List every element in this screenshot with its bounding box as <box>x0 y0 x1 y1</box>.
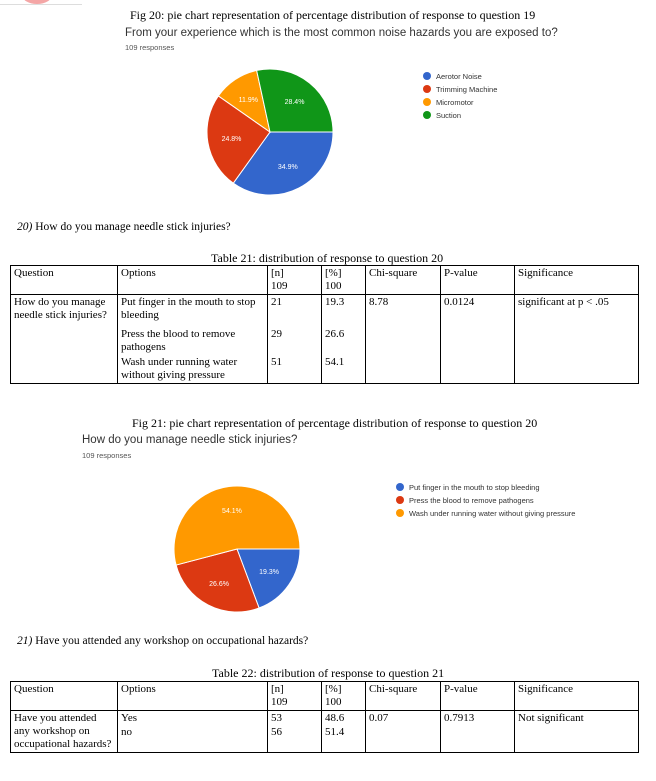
table21-data-row <box>11 295 639 384</box>
pie21-slice-label-3: 54.1% <box>222 507 242 515</box>
table21-header-row <box>11 266 639 295</box>
table21-header-pct-label: [%] <box>325 267 342 279</box>
legend20-swatch-4 <box>423 111 431 119</box>
legend21-swatch-3 <box>396 509 404 517</box>
fig21-question: How do you manage needle stick injuries? <box>82 434 298 446</box>
table21-option-2: Press the blood to remove pathogens <box>121 328 236 353</box>
pie21-slice-label-2: 26.6% <box>209 581 229 589</box>
table22-header-pct <box>322 682 366 711</box>
table21-p: 0.0124 <box>441 295 515 384</box>
table21-n-3: 51 <box>271 356 282 368</box>
table21-n-1: 21 <box>271 296 282 308</box>
table22-pct-1: 48.6 <box>325 712 345 724</box>
table22 <box>10 681 639 753</box>
table22-pct <box>322 711 366 753</box>
fig20-question: From your experience which is the most common noise hazards you are exposed to? <box>125 27 558 39</box>
pie20-slice-label-3: 11.9% <box>238 96 259 104</box>
table21-chi: 8.78 <box>366 295 441 384</box>
table22-question: Have you attended any workshop on occupational hazards? <box>11 711 118 753</box>
legend20-item-3 <box>423 98 497 108</box>
legend20-label-4: Suction <box>436 111 462 120</box>
legend21-label-2: Press the blood to remove pathogens <box>409 496 534 505</box>
fig21-responses: 109 responses <box>82 451 132 460</box>
question20-heading <box>17 221 231 233</box>
table22-header-n <box>268 682 322 711</box>
table21-header-n-label: [n] <box>271 267 284 279</box>
pie20-slice-label-4: 28.4% <box>284 99 305 107</box>
legend20-label-2: Trimming Machine <box>436 85 498 94</box>
table21 <box>10 265 639 384</box>
legend21-item-2 <box>396 496 576 506</box>
table21-options <box>118 295 268 384</box>
question21-number: 21) <box>17 635 33 647</box>
table22-n <box>268 711 322 753</box>
legend20-swatch-2 <box>423 85 431 93</box>
table21-header-chi: Chi-square <box>366 266 441 295</box>
table21-header-n-total: 109 <box>271 280 288 292</box>
legend21-swatch-2 <box>396 496 404 504</box>
legend20-item-1 <box>423 72 497 82</box>
table22-header-pct-label: [%] <box>325 683 342 695</box>
table22-header-n-label: [n] <box>271 683 284 695</box>
table22-chi: 0.07 <box>366 711 441 753</box>
question21-heading <box>17 635 308 647</box>
table22-options <box>118 711 268 753</box>
table22-data-row <box>11 711 639 753</box>
table21-header-n <box>268 266 322 295</box>
table22-header-chi: Chi-square <box>366 682 441 711</box>
table21-caption: Table 21: distribution of response to question 20 <box>211 251 444 265</box>
table21-header-options: Options <box>118 266 268 295</box>
table21-option-3: Wash under running water without giving pressure <box>121 356 238 381</box>
table21-pct-3: 54.1 <box>325 356 345 368</box>
table22-p: 0.7913 <box>441 711 515 753</box>
legend20-item-4 <box>423 111 497 121</box>
legend20-label-3: Micromotor <box>436 98 474 107</box>
table21-option-1: Put finger in the mouth to stop bleeding <box>121 296 256 321</box>
legend20-item-2 <box>423 85 497 95</box>
legend21-label-1: Put finger in the mouth to stop bleeding <box>409 483 540 492</box>
fig20-pie-chart <box>200 62 340 202</box>
pie20-slice-label-1: 34.9% <box>277 164 298 172</box>
fig21-legend <box>396 483 576 522</box>
legend20-swatch-3 <box>423 98 431 106</box>
legend21-item-3 <box>396 509 576 519</box>
table21-n-2: 29 <box>271 328 282 340</box>
table22-header-options: Options <box>118 682 268 711</box>
table21-header-sig: Significance <box>515 266 639 295</box>
question21-text: Have you attended any workshop on occupational hazards? <box>35 635 309 647</box>
table21-n <box>268 295 322 384</box>
legend20-label-1: Aerotor Noise <box>436 72 482 81</box>
legend21-label-3: Wash under running water without giving pressure <box>409 509 576 518</box>
table22-n-2: 56 <box>271 726 282 738</box>
table21-header-question: Question <box>11 266 118 295</box>
question20-text: How do you manage needle stick injuries? <box>35 221 231 233</box>
pie21-slice-label-1: 19.3% <box>259 568 280 576</box>
table21-header-pct-total: 100 <box>325 280 342 292</box>
table22-header-sig: Significance <box>515 682 639 711</box>
pie20-slice-label-2: 24.8% <box>221 136 242 144</box>
fig21-caption: Fig 21: pie chart representation of percentage distribution of response to question 20 <box>132 416 538 430</box>
fig20-responses: 109 responses <box>125 43 175 52</box>
table22-option-2: no <box>121 726 132 738</box>
table22-option-1: Yes <box>121 712 138 724</box>
fig21-pie-chart <box>167 479 307 619</box>
table21-question: How do you manage needle stick injuries? <box>11 295 118 384</box>
table22-caption: Table 22: distribution of response to question 21 <box>212 666 445 680</box>
table21-sig: significant at p < .05 <box>515 295 639 384</box>
question20-number: 20) <box>17 221 33 233</box>
table21-header-p: P-value <box>441 266 515 295</box>
table21-pct-1: 19.3 <box>325 296 345 308</box>
table22-n-1: 53 <box>271 712 282 724</box>
legend21-swatch-1 <box>396 483 404 491</box>
table22-header-n-total: 109 <box>271 696 288 708</box>
fig20-legend <box>423 72 497 124</box>
table22-header-row <box>11 682 639 711</box>
legend20-swatch-1 <box>423 72 431 80</box>
table21-pct <box>322 295 366 384</box>
table22-pct-2: 51.4 <box>325 726 345 738</box>
table22-header-question: Question <box>11 682 118 711</box>
table21-pct-2: 26.6 <box>325 328 345 340</box>
table21-header-pct <box>322 266 366 295</box>
table22-header-p: P-value <box>441 682 515 711</box>
top-rule <box>0 4 82 5</box>
legend21-item-1 <box>396 483 576 493</box>
fig20-caption: Fig 20: pie chart representation of percentage distribution of response to question 19 <box>130 8 536 22</box>
table22-header-pct-total: 100 <box>325 696 342 708</box>
table22-sig: Not significant <box>515 711 639 753</box>
